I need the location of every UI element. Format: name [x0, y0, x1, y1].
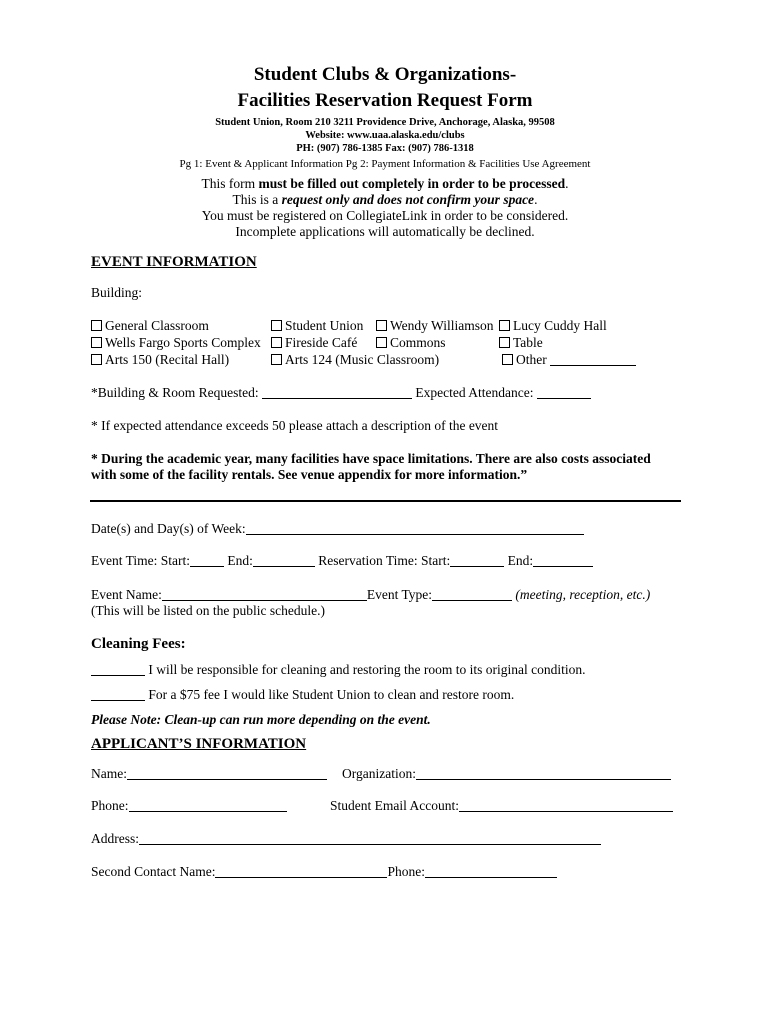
email-field[interactable] [459, 799, 673, 812]
notice-line4: Incomplete applications will automatically be declined. [235, 224, 535, 239]
building-room-field[interactable] [262, 386, 412, 399]
option-label: Lucy Cuddy Hall [513, 318, 607, 333]
building-label: Building: [91, 285, 143, 300]
option-label: Other [516, 352, 547, 367]
checkbox-icon[interactable] [376, 320, 387, 331]
event-type-field[interactable] [432, 588, 512, 601]
checkbox-icon[interactable] [499, 320, 510, 331]
organization-field[interactable] [416, 767, 671, 780]
building-option-arts-150[interactable] [91, 352, 229, 368]
event-start-field[interactable] [190, 554, 224, 567]
notice-line1 [0, 176, 770, 192]
applicant-information-heading: APPLICANT’S INFORMATION [91, 736, 307, 752]
phone-label: Phone: [91, 798, 129, 813]
other-building-field[interactable] [550, 353, 636, 366]
building-option-fireside-cafe[interactable] [271, 335, 357, 351]
dates-field[interactable] [246, 522, 584, 535]
cleaning-option-self [91, 662, 586, 678]
building-room-row [91, 385, 591, 401]
building-option-wells-fargo[interactable] [91, 335, 261, 351]
email-row [330, 798, 673, 814]
name-field[interactable] [127, 767, 327, 780]
checkbox-icon[interactable] [271, 320, 282, 331]
option-label: General Classroom [105, 318, 209, 333]
notice-line2-text: This is a [232, 192, 282, 207]
building-option-wendy-williamson[interactable] [376, 318, 494, 334]
event-name-label: Event Name: [91, 587, 162, 602]
section-divider [90, 500, 681, 502]
address-field[interactable] [139, 832, 601, 845]
public-schedule-note: (This will be listed on the public schedule.) [91, 603, 325, 618]
cleaning-option-self-label: I will be responsible for cleaning and restoring the room to its original condition. [148, 662, 586, 677]
option-label: Commons [390, 335, 446, 350]
notice-line3: You must be registered on CollegiateLink in order to be considered. [201, 208, 569, 223]
building-room-label: *Building & Room Requested: [91, 385, 259, 400]
second-phone-label: Phone: [387, 864, 425, 879]
event-end-label: End: [227, 553, 253, 568]
building-option-other[interactable] [502, 352, 636, 368]
notice-line1-text: This form [201, 176, 259, 191]
address-label: Address: [91, 831, 139, 846]
reservation-end-field[interactable] [533, 554, 593, 567]
cleaning-self-field[interactable] [91, 663, 145, 676]
building-option-table[interactable] [499, 335, 543, 351]
office-website: Website: www.uaa.alaska.edu/clubs [305, 130, 465, 141]
checkbox-icon[interactable] [502, 354, 513, 365]
event-type-label: Event Type: [366, 587, 433, 602]
cleaning-fees-heading: Cleaning Fees: [91, 636, 186, 652]
cleaning-option-fee [91, 687, 514, 703]
building-option-arts-124[interactable] [271, 352, 439, 368]
checkbox-icon[interactable] [91, 337, 102, 348]
reservation-start-label: Reservation Time: Start: [318, 553, 451, 568]
phone-field[interactable] [129, 799, 287, 812]
office-phone: PH: (907) 786-1385 Fax: (907) 786-1318 [296, 143, 474, 154]
second-contact-field[interactable] [215, 865, 387, 878]
option-label: Arts 150 (Recital Hall) [105, 352, 230, 367]
reservation-start-field[interactable] [450, 554, 504, 567]
event-name-row [91, 587, 650, 603]
name-label: Name: [91, 766, 127, 781]
second-contact-label: Second Contact Name: [91, 864, 216, 879]
notice-line1-bold: must be filled out completely in order to be processed [258, 176, 566, 191]
event-start-label: Event Time: Start: [91, 553, 191, 568]
academic-note-line1: * During the academic year, many facilities have space limitations. There are also costs associated [91, 451, 651, 466]
academic-note-line2: with some of the facility rentals. See venue appendix for more information.” [91, 467, 528, 482]
option-label: Arts 124 (Music Classroom) [285, 352, 440, 367]
phone-row [91, 798, 287, 814]
notice-line1-end: . [565, 176, 569, 191]
address-row [91, 831, 601, 847]
building-option-student-union[interactable] [271, 318, 363, 334]
notice-line2-emphasis: request only and does not confirm your space [281, 192, 535, 207]
cleaning-option-fee-label: For a $75 fee I would like Student Union to clean and restore room. [148, 687, 515, 702]
time-row [91, 553, 593, 569]
email-label: Student Email Account: [330, 798, 459, 813]
option-label: Table [513, 335, 543, 350]
checkbox-icon[interactable] [91, 320, 102, 331]
notice-line2 [0, 192, 770, 208]
option-label: Wendy Williamson [390, 318, 494, 333]
reservation-end-label: End: [507, 553, 534, 568]
name-row [91, 766, 327, 782]
option-label: Wells Fargo Sports Complex [105, 335, 261, 350]
event-information-heading: EVENT INFORMATION [91, 254, 257, 270]
second-contact-row [91, 864, 557, 880]
cleanup-note: Please Note: Clean-up can run more depending on the event. [91, 712, 431, 727]
checkbox-icon[interactable] [91, 354, 102, 365]
attendance-note: * If expected attendance exceeds 50 please attach a description of the event [91, 418, 499, 433]
page-guide: Pg 1: Event & Applicant Information Pg 2: Payment Information & Facilities Use Agreement [179, 158, 591, 170]
organization-label: Organization: [342, 766, 416, 781]
cleaning-fee-field[interactable] [91, 688, 145, 701]
building-option-general-classroom[interactable] [91, 318, 209, 334]
option-label: Student Union [285, 318, 364, 333]
option-label: Fireside Café [285, 335, 358, 350]
checkbox-icon[interactable] [499, 337, 510, 348]
dates-row [91, 521, 584, 537]
checkbox-icon[interactable] [271, 354, 282, 365]
second-phone-field[interactable] [425, 865, 557, 878]
event-type-hint: (meeting, reception, etc.) [515, 587, 651, 602]
event-name-field[interactable] [162, 588, 367, 601]
notice-line2-end: . [534, 192, 538, 207]
form-title-line1: Student Clubs & Organizations- [253, 64, 517, 85]
organization-row [342, 766, 671, 782]
event-end-field[interactable] [253, 554, 315, 567]
dates-label: Date(s) and Day(s) of Week: [91, 521, 246, 536]
office-address: Student Union, Room 210 3211 Providence Drive, Anchorage, Alaska, 99508 [215, 117, 555, 128]
building-option-commons[interactable] [376, 335, 446, 351]
form-title-line2: Facilities Reservation Request Form [237, 90, 533, 111]
attendance-field[interactable] [537, 386, 591, 399]
building-option-lucy-cuddy[interactable] [499, 318, 607, 334]
checkbox-icon[interactable] [271, 337, 282, 348]
checkbox-icon[interactable] [376, 337, 387, 348]
attendance-label: Expected Attendance: [415, 385, 534, 400]
